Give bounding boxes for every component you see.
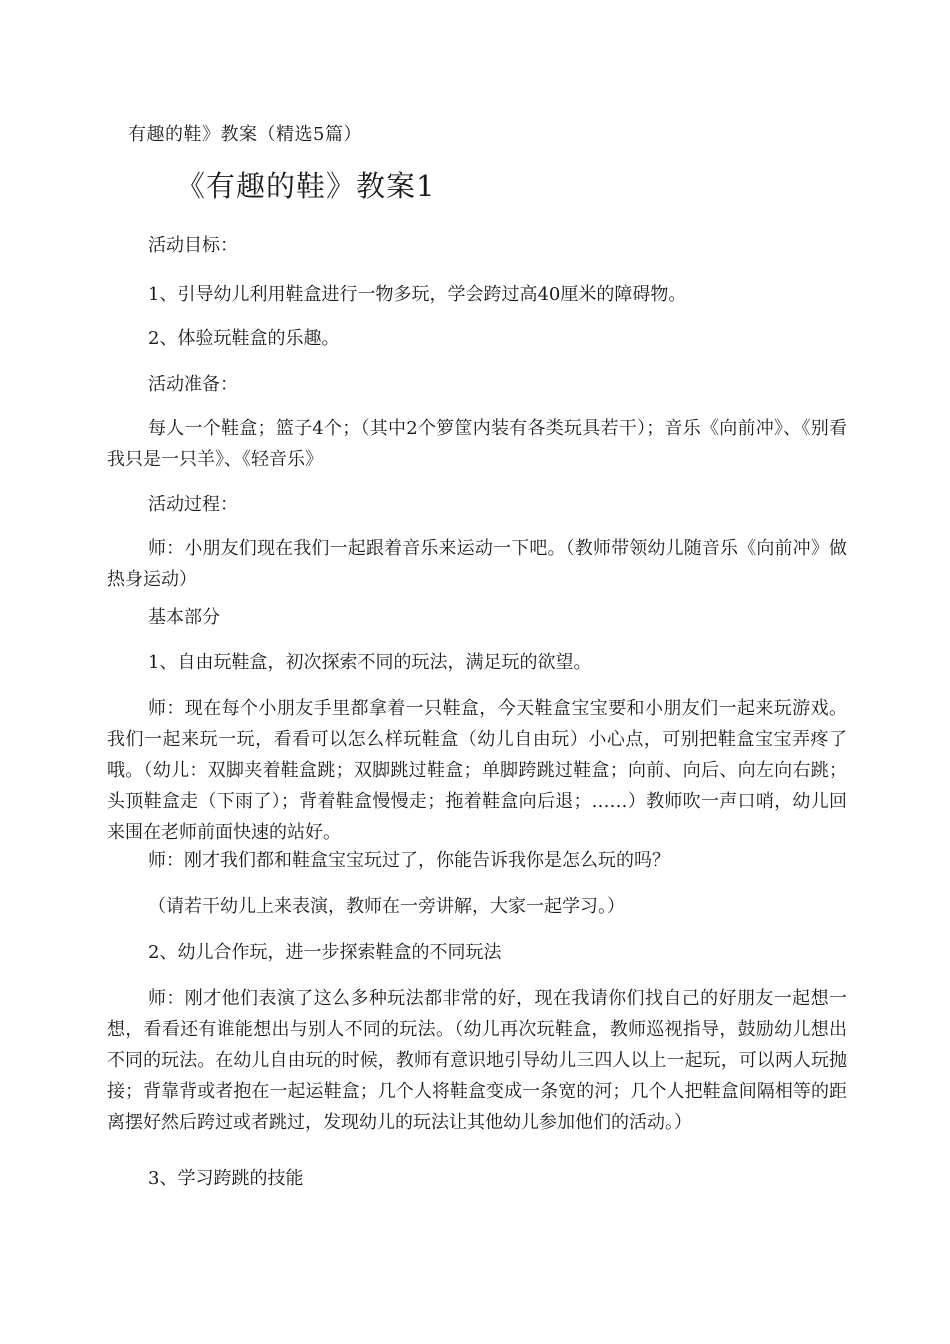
paragraph-free-play: 师：现在每个小朋友手里都拿着一只鞋盒，今天鞋盒宝宝要和小朋友们一起来玩游戏。我们一起来玩一玩，看看可以怎么样玩鞋盒（幼儿自由玩）小心点，可别把鞋盒宝宝弄疼了哦。（幼儿：双脚夹着鞋盒跳；双脚跳过鞋盒；单脚跨跳过鞋盒；向前、向后、向左向右跳；头顶鞋盒走（下雨了）；背着鞋盒慢慢走；拖着鞋盒向后退；……）教师吹一声口哨，幼儿回来围在老师前面快速的站好。 (107, 698, 847, 843)
paragraph-goal-1: 1、引导幼儿利用鞋盒进行一物多玩，学会跨过高40厘米的障碍物。 (148, 284, 687, 305)
paragraph-step-2: 2、幼儿合作玩，进一步探索鞋盒的不同玩法 (148, 942, 502, 963)
document-title: 有趣的鞋》教案（精选5篇） (128, 124, 362, 145)
paragraph-warmup: 师：小朋友们现在我们一起跟着音乐来运动一下吧。（教师带领幼儿随音乐《向前冲》做热身运动） (107, 538, 847, 590)
paragraph-process-label: 活动过程： (148, 494, 238, 515)
paragraph-prep-label: 活动准备： (148, 374, 238, 395)
paragraph-prep: 每人一个鞋盒；篮子4个；（其中2个箩筐内装有各类玩具若干）；音乐《向前冲》、《别看我只是一只羊》、《轻音乐》 (107, 418, 847, 470)
paragraph-cooperation: 师：刚才他们表演了这么多种玩法都非常的好，现在我请你们找自己的好朋友一起想一想，看看还有谁能想出与别人不同的玩法。（幼儿再次玩鞋盒，教师巡视指导，鼓励幼儿想出不同的玩法。在幼儿自由玩的时候，教师有意识地引导幼儿三四人以上一起玩，可以两人玩抛接；背靠背或者抱在一起运鞋盒；几个人将鞋盒变成一条宽的河；几个人把鞋盒间隔相等的距离摆好然后跨过或者跳过，发现幼儿的玩法让其他幼儿参加他们的活动。） (107, 988, 847, 1133)
paragraph-goals-label: 活动目标： (148, 235, 238, 256)
lesson-heading: 《有趣的鞋》教案1 (176, 169, 436, 203)
paragraph-step-1: 1、自由玩鞋盒，初次探索不同的玩法，满足玩的欲望。 (148, 652, 592, 673)
paragraph-step-3: 3、学习跨跳的技能 (148, 1168, 304, 1189)
paragraph-goal-2: 2、体验玩鞋盒的乐趣。 (148, 328, 340, 349)
paragraph-demo: （请若干幼儿上来表演，教师在一旁讲解，大家一起学习。） (148, 896, 625, 917)
paragraph-basic-part: 基本部分 (148, 607, 220, 628)
paragraph-question: 师：刚才我们都和鞋盒宝宝玩过了，你能告诉我你是怎么玩的吗？ (148, 850, 670, 871)
